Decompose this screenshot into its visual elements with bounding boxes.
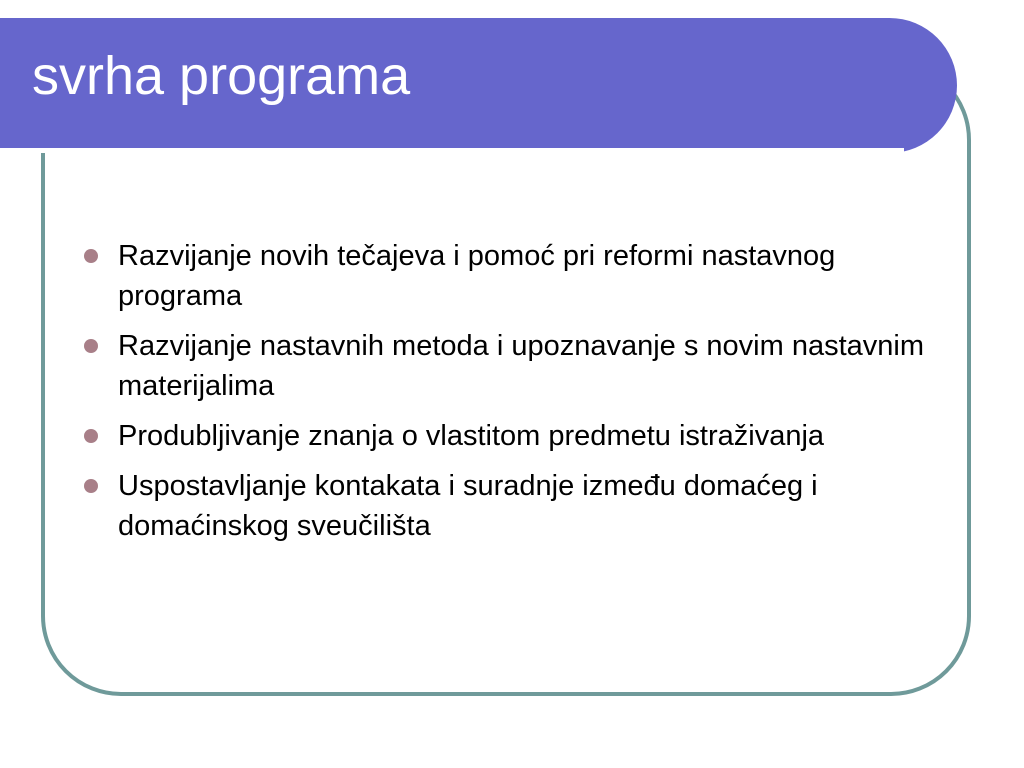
bullet-text: Uspostavljanje kontakata i suradnje između domaćeg i domaćinskog sveučilišta [118,470,818,542]
bullet-item [82,466,952,546]
bullet-text: Razvijanje novih tečajeva i pomoć pri reformi nastavnog programa [118,240,836,312]
bullet-list [82,236,952,556]
bullet-text: Razvijanje nastavnih metoda i upoznavanje s novim nastavnim materijalima [118,330,924,402]
slide-title: svrha programa [32,46,411,106]
bullet-item [82,236,952,316]
bullet-dot-icon [84,479,98,493]
title-underline [0,148,904,153]
bullet-item [82,326,952,406]
bullet-dot-icon [84,249,98,263]
bullet-dot-icon [84,429,98,443]
bullet-item [82,416,952,456]
bullet-dot-icon [84,339,98,353]
bullet-text: Produbljivanje znanja o vlastitom predmetu istraživanja [118,420,825,452]
